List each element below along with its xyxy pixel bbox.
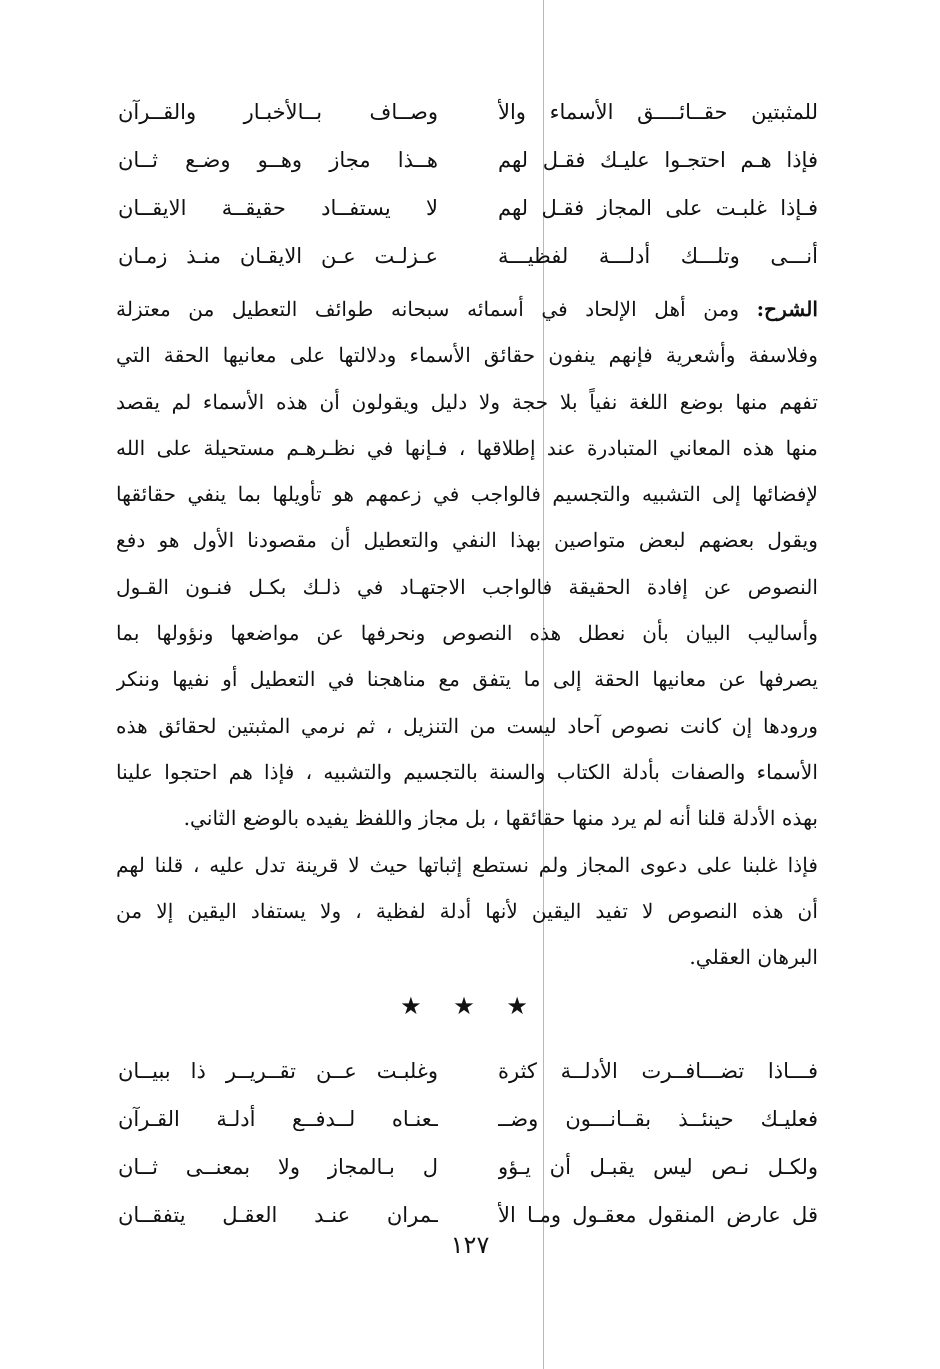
commentary-line: الأسماء والصفات بأدلة الكتاب والسنة بالتجسيم والتشبيه ، فإذا هم احتجوا علينا	[116, 759, 818, 784]
verse-first-hemistich: أنـــى وتلـــك أدلـــة لفظيـــة	[498, 244, 818, 268]
verse-second-hemistich: وصــاف بــالأخبـار والقــرآن	[118, 100, 438, 124]
closing-verse-block	[118, 1047, 818, 1239]
verse-first-hemistich: فـــاذا تضـــافــرت الأدلــة كثرة	[498, 1059, 818, 1083]
verse-line	[118, 1047, 818, 1095]
verse-line	[118, 184, 818, 232]
verse-line	[118, 232, 818, 280]
verse-second-hemistich: عـزلـت عـن الايقـان منـذ زمـان	[118, 244, 438, 268]
verse-first-hemistich: ولكـل نـص ليس يقبـل أن يـؤو	[498, 1155, 818, 1179]
verse-line	[118, 1143, 818, 1191]
verse-first-hemistich: فإذا هـم احتجـوا عليـك فقـل لهم	[498, 148, 818, 172]
page-number: ١٢٧	[450, 1231, 490, 1259]
commentary-first-line-text: ومن أهل الإلحاد في أسمائه سبحانه طوائف التعطيل من معتزلة	[116, 297, 757, 321]
opening-verse-block	[118, 88, 818, 280]
commentary-line: البرهان العقلي.	[689, 945, 818, 970]
commentary-line: وفلاسفة وأشعرية فإنهم ينفون حقائق الأسماء ودلالتها على معانيها الحقة التي	[116, 343, 818, 368]
verse-line	[118, 136, 818, 184]
commentary-line: فإذا غلبنا على دعوى المجاز ولم نستطع إثباتها حيث لا قرينة تدل عليه ، قلنا لهم	[116, 852, 818, 877]
verse-first-hemistich: قل عارض المنقول معقـول ومـا الأ	[498, 1203, 818, 1227]
verse-second-hemistich: هــذا مجاز وهــو وضـع ثــان	[118, 148, 438, 172]
verse-line	[118, 88, 818, 136]
commentary-line: ورودها إن كانت نصوص آحاد ليست من التنزيل ، ثم نرمي المثبتين لحقائق هذه	[116, 713, 818, 738]
commentary-line: بهذه الأدلة قلنا أنه لم يرد منها حقائقها ، بل مجاز واللفظ يفيده بالوضع الثاني.	[183, 806, 818, 831]
commentary-line: أن هذه النصوص لا تفيد اليقين لأنها أدلة لفظية ، ولا يستفاد اليقين إلا من	[116, 898, 818, 923]
verse-first-hemistich: فـإذا غلبـت على المجاز فقـل لهم	[498, 196, 818, 220]
commentary-line: لإفضائها إلى التشبيه والتجسيم فالواجب في زعمهم هو تأويلها بما ينفي حقائقها	[116, 482, 818, 507]
verse-second-hemistich: ـعنـاه لــدفــع أدلـة القـرآن	[118, 1107, 438, 1131]
commentary-line: يصرفها عن معانيها الحقة إلى ما يتفق مع مناهجنا في التعطيل أو نفيها وننكر	[116, 667, 818, 692]
verse-second-hemistich: وغلبـت عــن تقــريــر ذا ببيــان	[118, 1059, 438, 1083]
verse-first-hemistich: للمثبتين حقــائــــق الأسماء والأ	[498, 100, 818, 124]
verse-first-hemistich: فعليـك حينئــذ بقــانـــون وضــ	[498, 1107, 818, 1131]
commentary-line: منها هذه المعاني المتبادرة عند إطلاقها ، فـإنها في نظـرهـم مستحيلة على الله	[116, 435, 818, 460]
commentary-line: وأساليب البيان بأن نعطل هذه النصوص ونحرفها عن مواضعها ونؤولها بما	[116, 621, 818, 646]
verse-second-hemistich: لا يستفــاد حقيقــة الايقــان	[118, 196, 438, 220]
verse-second-hemistich: ـمران عنـد العقـل يتفقــان	[118, 1203, 438, 1227]
commentary-line: ويقول بعضهم لبعض متواصين بهذا النفي والتعطيل أن مقصودنا الأول هو دفع	[116, 528, 818, 553]
commentary-line: تفهم منها بوضع اللغة نفياً بلا حجة ولا دليل ويقولون أن هذه الأسماء لم يقصد	[116, 389, 818, 414]
verse-line	[118, 1095, 818, 1143]
commentary-line: النصوص عن إفادة الحقيقة فالواجب الاجتهـاد في ذلـك بكـل فنـون القـول	[116, 574, 818, 599]
commentary-label: الشرح:	[756, 297, 818, 321]
commentary-paragraph	[116, 286, 818, 980]
commentary-line	[116, 286, 818, 332]
verse-second-hemistich: ل بـالمجاز ولا بمعنــى ثــان	[118, 1155, 438, 1179]
section-separator: ★ ★ ★	[400, 992, 540, 1020]
